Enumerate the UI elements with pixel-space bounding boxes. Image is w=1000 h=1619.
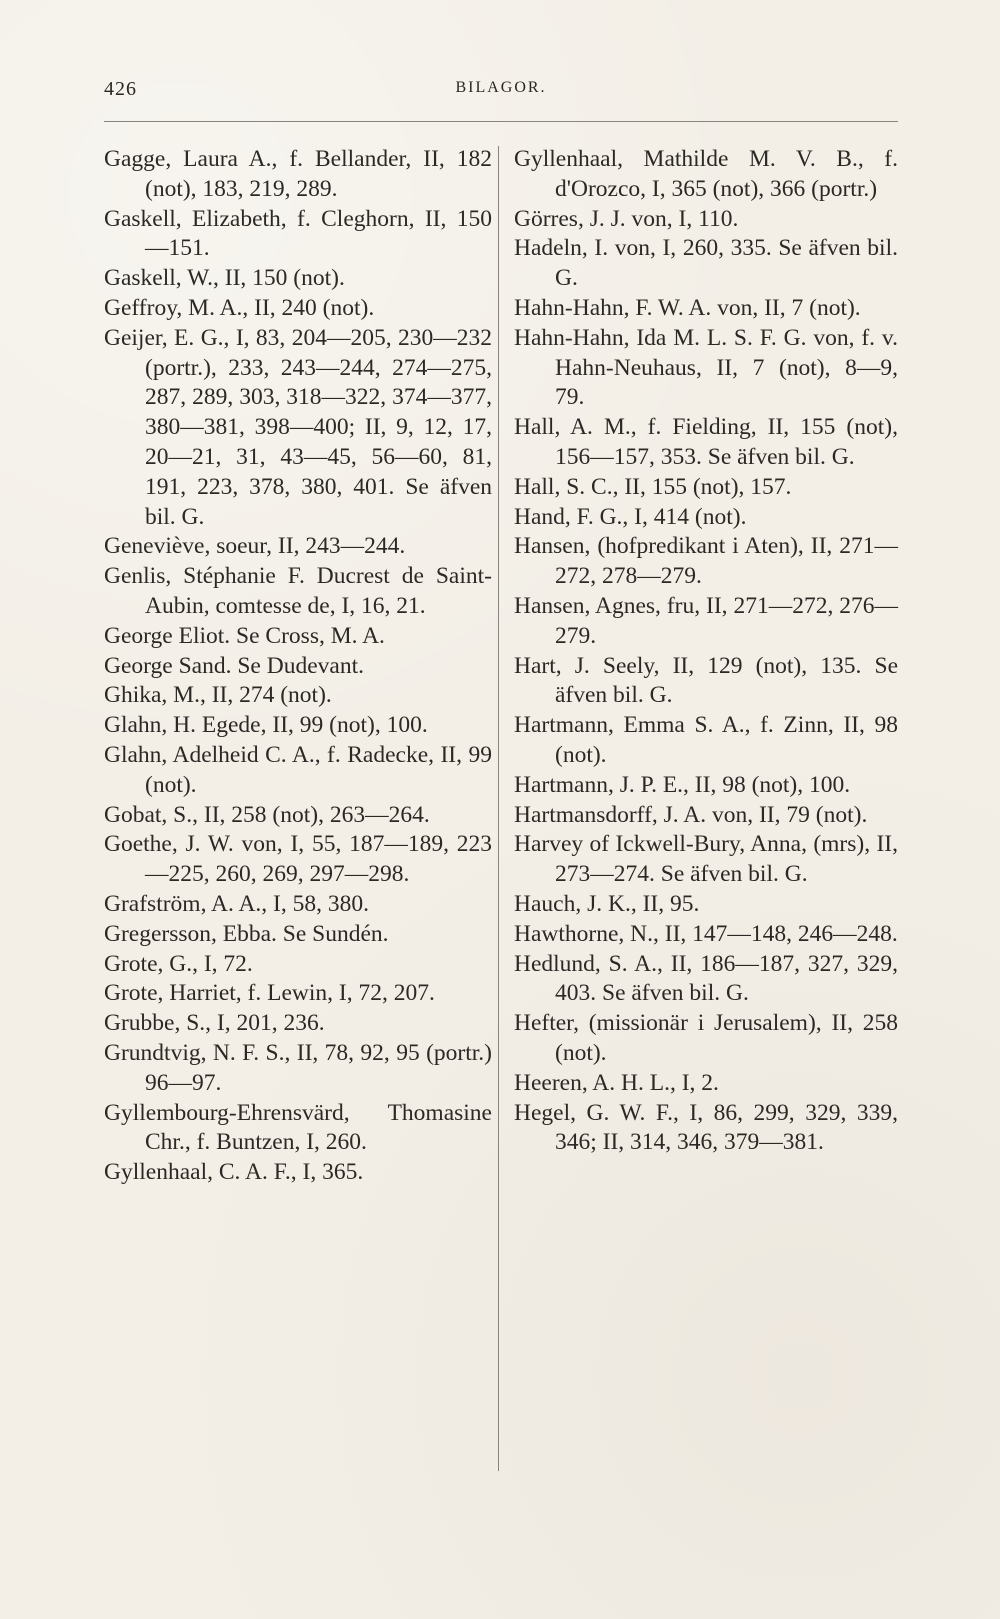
index-entry: Gyllenhaal, Mathilde M. V. B., f. d'Orozco, I, 365 (not), 366 (portr.) — [514, 146, 898, 202]
right-index-column — [514, 145, 898, 1158]
index-entry: Gyllenhaal, C. A. F., I, 365. — [104, 1159, 364, 1186]
index-entry: Hall, S. C., II, 155 (not), 157. — [514, 473, 792, 500]
index-entry: Hand, F. G., I, 414 (not). — [514, 503, 747, 530]
index-entry: Hartmansdorff, J. A. von, II, 79 (not). — [514, 801, 868, 828]
index-entry: Hansen, Agnes, fru, II, 271—272, 276—279. — [514, 592, 898, 649]
index-entry: Hall, A. M., f. Fielding, II, 155 (not), 156—157, 353. Se äfven bil. G. — [514, 414, 898, 470]
index-entry: Geijer, E. G., I, 83, 204—205, 230—232 (portr.), 233, 243—244, 274—275, 287, 289, 303, 318—322, 374—377, 380—381, 398—400; II, 9, 12, 17, 20—21, 31, 43—45, 56—60, 81, 191, 223, 378, 380, 401. Se äfven bil. G. — [104, 324, 492, 530]
index-entry: George Sand. Se Dudevant. — [104, 652, 364, 679]
running-head: BILAGOR. — [455, 79, 547, 96]
index-entry: Hahn-Hahn, F. W. A. von, II, 7 (not). — [514, 294, 861, 321]
index-entry: Hartmann, Emma S. A., f. Zinn, II, 98 (not). — [514, 712, 898, 768]
page-header — [104, 78, 898, 104]
index-entry: Gagge, Laura A., f. Bellander, II, 182 (not), 183, 219, 289. — [104, 146, 492, 202]
index-entry: Heeren, A. H. L., I, 2. — [514, 1069, 719, 1096]
index-entry: Goethe, J. W. von, I, 55, 187—189, 223—225, 260, 269, 297—298. — [104, 831, 492, 888]
index-entry: Hansen, (hofpredikant i Aten), II, 271—272, 278—279. — [514, 533, 898, 590]
index-entry: Grundtvig, N. F. S., II, 78, 92, 95 (portr.) 96—97. — [104, 1039, 492, 1096]
column-divider — [498, 146, 499, 1471]
index-entry: Ghika, M., II, 274 (not). — [104, 682, 332, 709]
index-entry: Grafström, A. A., I, 58, 380. — [104, 890, 370, 917]
index-entry: Genlis, Stéphanie F. Ducrest de Saint-Aubin, comtesse de, I, 16, 21. — [104, 563, 492, 619]
index-entry: Harvey of Ickwell-Bury, Anna, (mrs), II, 273—274. Se äfven bil. G. — [514, 831, 898, 888]
index-entry: Glahn, Adelheid C. A., f. Radecke, II, 99 (not). — [104, 741, 492, 798]
index-entry: Gobat, S., II, 258 (not), 263—264. — [104, 801, 430, 828]
index-entry: Hefter, (missionär i Jerusalem), II, 258 (not). — [514, 1010, 898, 1066]
index-entry: Grubbe, S., I, 201, 236. — [104, 1010, 325, 1037]
index-entry: Grote, G., I, 72. — [104, 950, 253, 977]
index-entry: Geneviève, soeur, II, 243—244. — [104, 533, 406, 560]
index-entry: Gregersson, Ebba. Se Sundén. — [104, 920, 389, 947]
index-entry: Glahn, H. Egede, II, 99 (not), 100. — [104, 712, 428, 739]
index-entry: Hegel, G. W. F., I, 86, 299, 329, 339, 346; II, 314, 346, 379—381. — [514, 1099, 898, 1156]
index-entry: George Eliot. Se Cross, M. A. — [104, 622, 385, 649]
header-rule — [104, 121, 898, 122]
index-entry: Hart, J. Seely, II, 129 (not), 135. Se äfven bil. G. — [514, 652, 898, 709]
index-entry: Görres, J. J. von, I, 110. — [514, 205, 739, 232]
index-entry: Gaskell, W., II, 150 (not). — [104, 265, 345, 292]
index-entry: Geffroy, M. A., II, 240 (not). — [104, 294, 375, 321]
index-entry: Hahn-Hahn, Ida M. L. S. F. G. von, f. v. Hahn-Neuhaus, II, 7 (not), 8—9, 79. — [514, 324, 898, 411]
index-entry: Gaskell, Elizabeth, f. Cleghorn, II, 150—151. — [104, 205, 492, 262]
index-entry: Hadeln, I. von, I, 260, 335. Se äfven bil. G. — [514, 235, 898, 292]
index-entry: Hedlund, S. A., II, 186—187, 327, 329, 403. Se äfven bil. G. — [514, 950, 898, 1007]
index-entry: Hawthorne, N., II, 147—148, 246—248. — [514, 920, 898, 947]
page-number: 426 — [104, 78, 137, 100]
left-index-column — [104, 145, 492, 1188]
index-entry: Hauch, J. K., II, 95. — [514, 890, 700, 917]
index-entry: Gyllembourg-Ehrensvärd, Thomasine Chr., f. Buntzen, I, 260. — [104, 1099, 492, 1156]
index-entry: Hartmann, J. P. E., II, 98 (not), 100. — [514, 771, 851, 798]
index-entry: Grote, Harriet, f. Lewin, I, 72, 207. — [104, 980, 435, 1007]
